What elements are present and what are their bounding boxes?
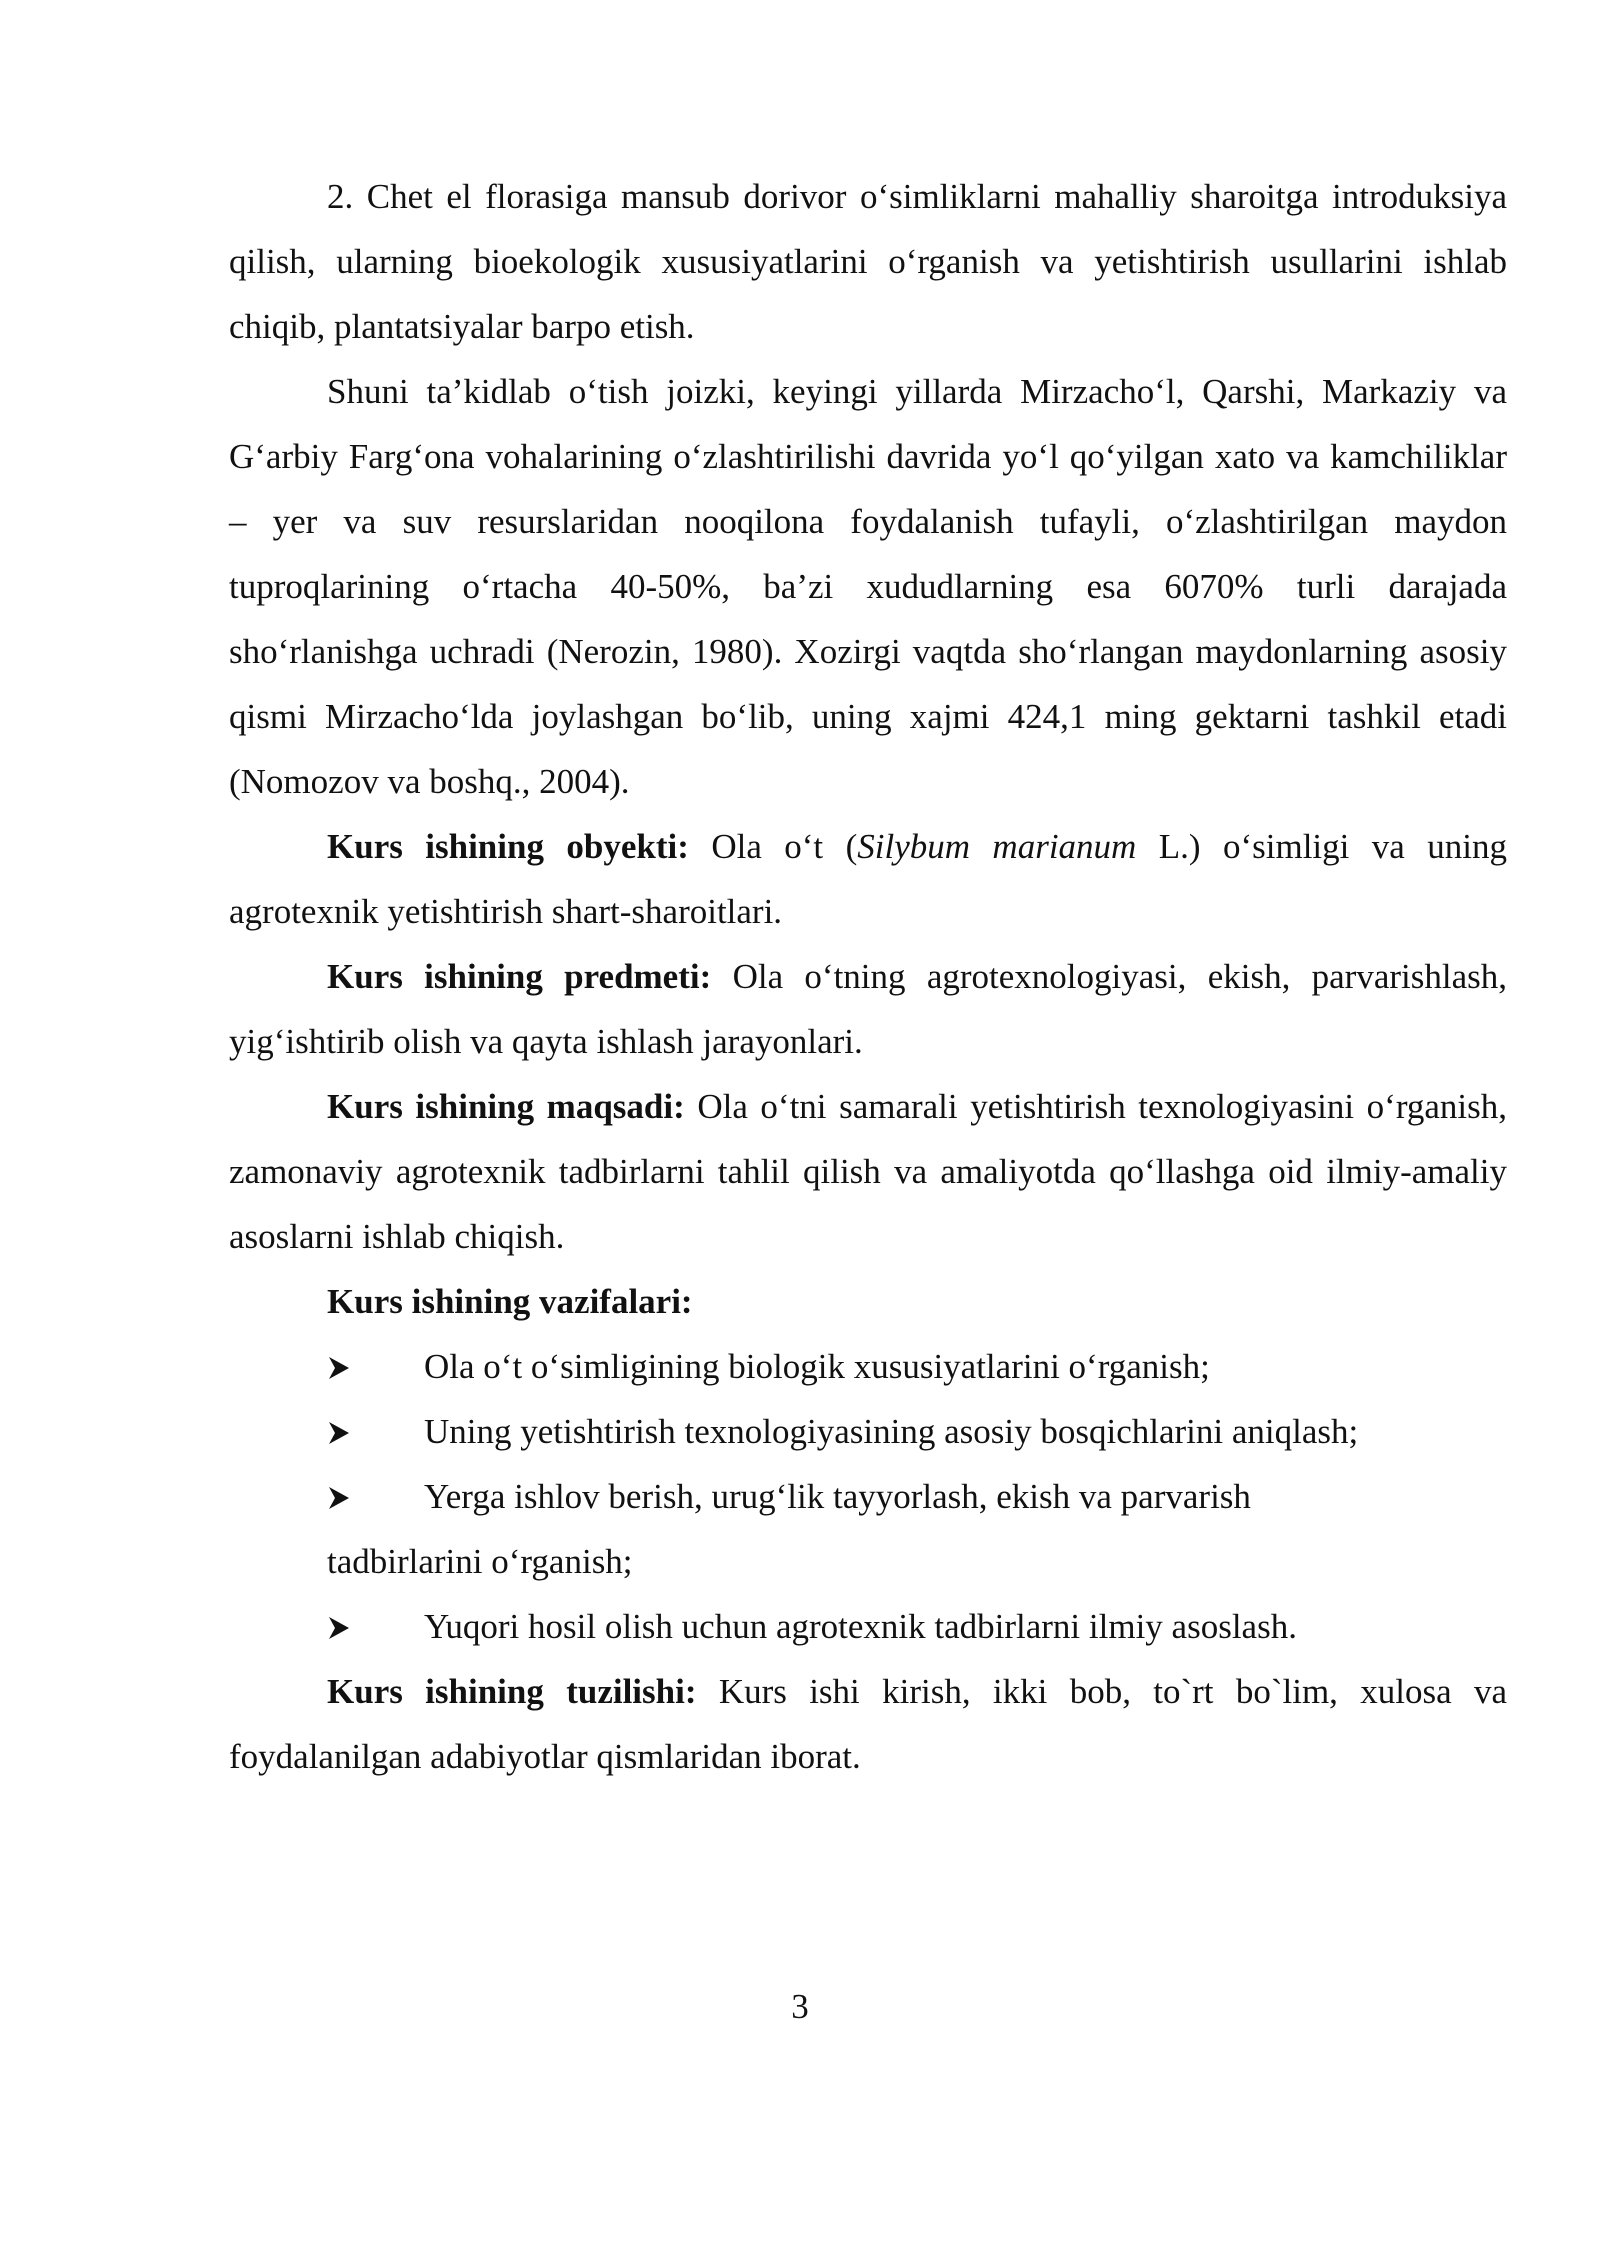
paragraph-goal-2: 2. Chet el florasiga mansub dorivor o‘simliklarni mahalliy sharoitga introduksiya qilish, ularning bioekologik xususiyatlarini o‘rganish va yetishtirish usullarini ishlab chiqib, plantatsiyalar barpo etish. [229, 177, 1507, 346]
arrowhead-bullet-icon [327, 1334, 367, 1399]
paragraph-tasks-heading [229, 1269, 1507, 1334]
tasks-list [229, 1334, 1507, 1659]
task-item-continuation: tadbirlarini o‘rganish; [327, 1542, 633, 1581]
paragraph-structure [229, 1659, 1507, 1789]
arrowhead-bullet-icon [327, 1399, 367, 1464]
page-number: 3 [791, 1987, 809, 2026]
aim-label: Kurs ishining maqsadi: [327, 1087, 685, 1126]
task-item-text: Yuqori hosil olish uchun agrotexnik tadbirlarni ilmiy asoslash. [424, 1607, 1297, 1646]
arrowhead-bullet-icon [327, 1464, 367, 1529]
arrowhead-bullet-icon [327, 1594, 367, 1659]
task-item-text: Uning yetishtirish texnologiyasining asosiy bosqichlarini aniqlash; [424, 1412, 1359, 1451]
list-item [229, 1399, 1507, 1464]
task-item-text: Yerga ishlov berish, urug‘lik tayyorlash, ekish va parvarish [424, 1477, 1251, 1516]
list-item [229, 1464, 1507, 1594]
object-text-before: Ola o‘t ( [688, 827, 858, 866]
object-species: Silybum marianum [857, 827, 1137, 866]
object-text-after: L.) o‘simligi va uning agrotexnik yetishtirish shart-sharoitlari. [229, 827, 1507, 931]
list-item [229, 1334, 1507, 1399]
structure-text: Kurs ishi kirish, ikki bob, to`rt bo`lim, xulosa va foydalanilgan adabiyotlar qismlaridan iborat. [229, 1672, 1508, 1776]
aim-text: Ola o‘tni samarali yetishtirish texnologiyasini o‘rganish, zamonaviy agrotexnik tadbirlarni tahlil qilish va amaliyotda qo‘llashga oid ilmiy-amaliy asoslarni ishlab chiqish. [229, 1087, 1507, 1256]
paragraph-object [229, 814, 1507, 944]
paragraph-context: Shuni ta’kidlab o‘tish joizki, keyingi yillarda Mirzacho‘l, Qarshi, Markaziy va G‘arbiy Farg‘ona vohalarining o‘zlashtirilishi davrida yo‘l qo‘yilgan xato va kamchiliklar – yer va suv resurslaridan nooqilona foydalanish tufayli, o‘zlashtirilgan maydon tuproqlarining o‘rtacha 40-50%, ba’zi xududlarning esa 6070% turli darajada sho‘rlanishga uchradi (Nerozin, 1980). Xozirgi vaqtda sho‘rlangan maydonlarning asosiy qismi Mirzacho‘lda joylashgan bo‘lib, uning xajmi 424,1 ming gektarni tashkil etadi (Nomozov va boshq., 2004). [229, 372, 1507, 801]
task-item-text: Ola o‘t o‘simligining biologik xususiyatlarini o‘rganish; [424, 1347, 1210, 1386]
page-content [229, 164, 1507, 1789]
structure-label: Kurs ishining tuzilishi: [327, 1672, 697, 1711]
tasks-label: Kurs ishining vazifalari: [327, 1282, 693, 1321]
object-label: Kurs ishining obyekti: [327, 827, 689, 866]
list-item [229, 1594, 1507, 1659]
paragraph-aim [229, 1074, 1507, 1269]
subject-label: Kurs ishining predmeti: [327, 957, 712, 996]
subject-text: Ola o‘tning agrotexnologiyasi, ekish, parvarishlash, yig‘ishtirib olish va qayta ishlash jarayonlari. [229, 957, 1507, 1061]
paragraph-subject [229, 944, 1507, 1074]
